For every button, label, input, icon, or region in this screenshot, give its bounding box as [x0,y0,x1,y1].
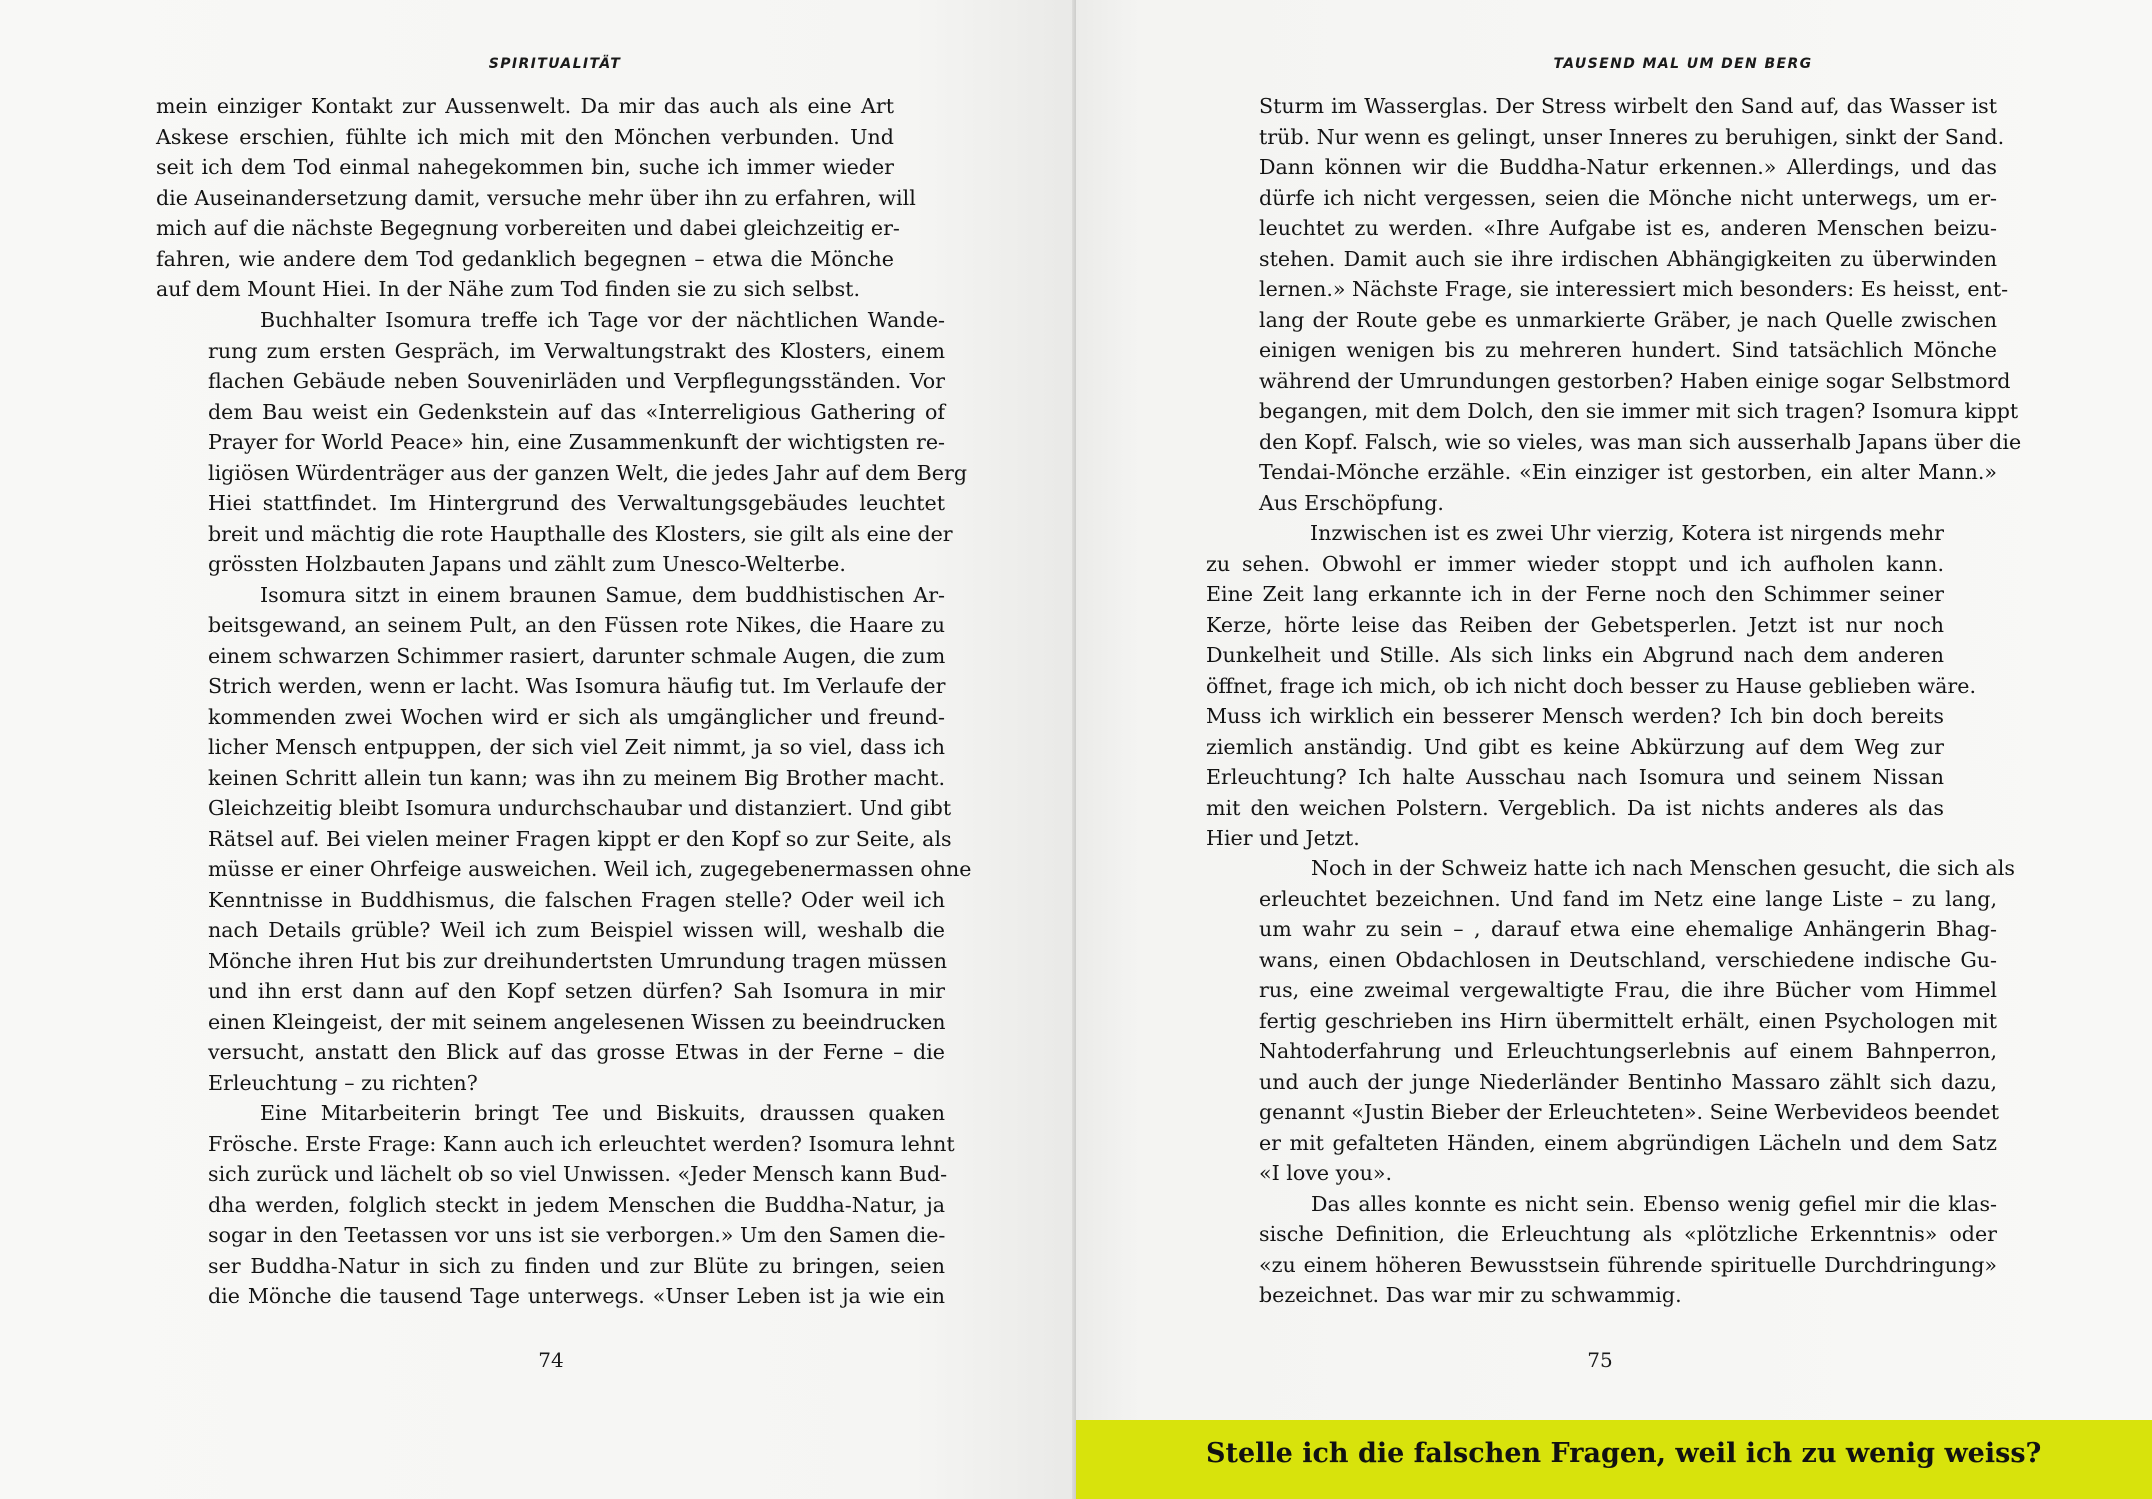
text-line: stehen. Damit auch sie ihre irdischen Abhängigkeiten zu überwinden [1259,246,1997,271]
text-line: wans, einen Obdachlosen in Deutschland, verschiedene indische Gu- [1259,947,1997,972]
text-line: bezeichnet. Das war mir zu schwammig. [1259,1283,1682,1307]
text-line: einigen wenigen bis zu mehreren hundert. Sind tatsächlich Mönche [1259,338,1997,362]
text-line: keinen Schritt allein tun kann; was ihn zu meinem Big Brother macht. [208,765,945,790]
text-line: Aus Erschöpfung. [1259,490,1444,515]
text-line: Hier und Jetzt. [1206,826,1360,850]
pull-quote-banner [1076,1420,2152,1499]
text-line: breit und mächtig die rote Haupthalle des Klosters, sie gilt als eine der [208,521,953,546]
text-line: Tendai-Mönche erzähle. «Ein einziger ist gestorben, ein alter Mann.» [1259,460,1997,484]
text-line: Erleuchtung? Ich halte Ausschau nach Isomura und seinem Nissan [1206,765,1944,789]
text-line: licher Mensch entpuppen, der sich viel Zeit nimmt, ja so viel, dass ich [208,735,945,759]
text-line: rus, eine zweimal vergewaltigte Frau, die ihre Bücher vom Himmel [1259,978,1997,1002]
text-line: Kerze, hörte leise das Reiben der Gebetsperlen. Jetzt ist nur noch [1206,612,1944,637]
text-line: trüb. Nur wenn es gelingt, unser Inneres zu beruhigen, sinkt der Sand. [1259,124,2005,149]
text-line: Buchhalter Isomura treffe ich Tage vor der nächtlichen Wande- [260,308,945,332]
text-line: grössten Holzbauten Japans und zählt zum Unesco-Welterbe. [208,552,846,576]
text-line: Rätsel auf. Bei vielen meiner Fragen kippt er den Kopf so zur Seite, als [208,826,952,851]
text-line: mein einziger Kontakt zur Aussenwelt. Da mir das auch als eine Art [156,94,894,118]
text-line: kommenden zwei Wochen wird er sich als umgänglicher und freund- [208,704,945,729]
pull-quote-text: Stelle ich die falschen Fragen, weil ich zu wenig weiss? [1206,1438,2042,1469]
running-head-left: SPIRITUALITÄT [488,56,622,72]
text-block-left-b [208,305,972,1312]
text-line: ligiösen Würdenträger aus der ganzen Welt, die jedes Jahr auf dem Berg [208,460,968,485]
text-line: dha werden, folglich steckt in jedem Menschen die Buddha-Natur, ja [208,1192,945,1217]
text-line: auf dem Mount Hiei. In der Nähe zum Tod finden sie zu sich selbst. [156,277,860,301]
text-line: Gleichzeitig bleibt Isomura undurchschaubar und distanziert. Und gibt [208,796,952,820]
text-line: mich auf die nächste Begegnung vorbereiten und dabei gleichzeitig er- [156,216,900,240]
text-line: öffnet, frage ich mich, ob ich nicht doch besser zu Hause geblieben wäre. [1206,673,1977,698]
text-line: ziemlich anständig. Und gibt es keine Abkürzung auf dem Weg zur [1206,734,1944,759]
text-line: die Auseinandersetzung damit, versuche mehr über ihn zu erfahren, will [156,185,916,210]
text-block-right-b [1206,518,1977,854]
text-line: er mit gefalteten Händen, einem abgründigen Lächeln und dem Satz [1259,1130,1997,1155]
text-line: Mönche ihren Hut bis zur dreihundertsten Umrundung tragen müssen [208,948,947,973]
text-line: Sturm im Wasserglas. Der Stress wirbelt den Sand auf, das Wasser ist [1259,94,1997,118]
page-number-right: 75 [1587,1348,1613,1372]
text-line: dem Bau weist ein Gedenkstein auf das «Interreligious Gathering of [208,399,945,424]
text-line: lang der Route gebe es unmarkierte Gräber, je nach Quelle zwischen [1259,307,1997,332]
text-line: nach Details grüble? Weil ich zum Beispiel wissen will, weshalb die [208,918,945,942]
text-line: erleuchtet bezeichnen. Und fand im Netz eine lange Liste – zu lang, [1259,886,1997,911]
text-line: während der Umrundungen gestorben? Haben einige sogar Selbstmord [1259,368,2011,393]
text-line: seit ich dem Tod einmal nahegekommen bin, suche ich immer wieder [156,155,894,179]
text-line: um wahr zu sein – , darauf etwa eine ehemalige Anhängerin Bhag- [1259,917,1997,941]
text-line: und ihn erst dann auf den Kopf setzen dürfen? Sah Isomura in mir [208,979,945,1003]
text-line: einem schwarzen Schimmer rasiert, darunter schmale Augen, die zum [208,643,946,668]
text-line: Frösche. Erste Frage: Kann auch ich erleuchtet werden? Isomura lehnt [208,1131,955,1156]
right-page [1076,0,2152,1499]
text-line: Inzwischen ist es zwei Uhr vierzig, Kotera ist nirgends mehr [1310,521,1944,545]
text-line: einen Kleingeist, der mit seinem angelesenen Wissen zu beeindrucken [208,1009,946,1034]
text-line: fahren, wie andere dem Tod gedanklich begegnen – etwa die Mönche [156,246,894,271]
text-line: Noch in der Schweiz hatte ich nach Menschen gesucht, die sich als [1311,856,2015,880]
text-line: beitsgewand, an seinem Pult, an den Füssen rote Nikes, die Haare zu [208,613,945,637]
text-line: «zu einem höheren Bewusstsein führende spirituelle Durchdringung» [1259,1252,1997,1277]
text-line: und auch der junge Niederländer Bentinho Massaro zählt sich dazu, [1259,1069,1997,1094]
text-line: sich zurück und lächelt ob so viel Unwissen. «Jeder Mensch kann Bud- [208,1162,948,1186]
text-block-left-a [156,91,916,305]
text-line: Kenntnisse in Buddhismus, die falschen Fragen stelle? Oder weil ich [208,887,945,912]
text-line: flachen Gebäude neben Souvenirläden und Verpflegungsständen. Vor [208,369,945,393]
text-line: zu sehen. Obwohl er immer wieder stoppt und ich aufholen kann. [1206,551,1944,576]
text-line: den Kopf. Falsch, wie so vieles, was man sich ausserhalb Japans über die [1259,429,2022,454]
text-line: Dunkelheit und Stille. Als sich links ein Abgrund nach dem anderen [1206,643,1944,667]
text-line: müsse er einer Ohrfeige ausweichen. Weil ich, zugegebenermassen ohne [208,857,972,881]
text-line: Muss ich wirklich ein besserer Mensch werden? Ich bin doch bereits [1206,704,1944,728]
page-number-left: 74 [538,1348,564,1372]
text-line: mit den weichen Polstern. Vergeblich. Da ist nichts anderes als das [1206,795,1944,820]
text-line: Prayer for World Peace» hin, eine Zusammenkunft der wichtigsten re- [208,430,945,454]
text-line: Hiei stattfindet. Im Hintergrund des Verwaltungsgebäudes leuchtet [208,491,945,515]
text-line: Eine Mitarbeiterin bringt Tee und Biskuits, draussen quaken [260,1101,945,1125]
text-line: lernen.» Nächste Frage, sie interessiert mich besonders: Es heisst, ent- [1259,277,2009,301]
text-line: ser Buddha-Natur in sich zu finden und zur Blüte zu bringen, seien [208,1253,945,1278]
text-line: Strich werden, wenn er lacht. Was Isomura häufig tut. Im Verlaufe der [208,674,946,698]
text-line: «I love you». [1259,1161,1393,1185]
text-line: Nahtoderfahrung und Erleuchtungserlebnis auf einem Bahnperron, [1259,1039,1997,1063]
text-line: versucht, anstatt den Blick auf das grosse Etwas in der Ferne – die [208,1040,945,1064]
text-block-right-a [1259,91,2022,518]
text-line: Eine Zeit lang erkannte ich in der Ferne noch den Schimmer seiner [1206,582,1944,606]
text-line: sogar in den Teetassen vor uns ist sie verborgen.» Um den Samen die- [208,1223,946,1247]
text-line: Dann können wir die Buddha-Natur erkennen.» Allerdings, und das [1259,155,1997,179]
text-line: sische Definition, die Erleuchtung als «plötzliche Erkenntnis» oder [1259,1222,1997,1246]
text-line: begangen, mit dem Dolch, den sie immer mit sich tragen? Isomura kippt [1259,399,2019,423]
text-line: rung zum ersten Gespräch, im Verwaltungstrakt des Klosters, einem [208,338,945,363]
text-line: genannt «Justin Bieber der Erleuchteten». Seine Werbevideos beendet [1259,1100,1999,1124]
text-line: fertig geschrieben ins Hirn übermittelt erhält, einen Psychologen mit [1259,1008,1997,1033]
text-line: Isomura sitzt in einem braunen Samue, dem buddhistischen Ar- [260,582,945,607]
running-head-right: TAUSEND MAL UM DEN BERG [1553,56,1813,72]
text-line: die Mönche die tausend Tage unterwegs. «Unser Leben ist ja wie ein [208,1284,945,1308]
text-line: Das alles konnte es nicht sein. Ebenso wenig gefiel mir die klas- [1311,1191,1997,1216]
text-line: Erleuchtung – zu richten? [208,1070,478,1095]
text-line: Askese erschien, fühlte ich mich mit den Mönchen verbunden. Und [156,124,894,149]
text-line: leuchtet zu werden. «Ihre Aufgabe ist es, anderen Menschen beizu- [1259,216,1997,240]
text-block-right-c [1259,853,2015,1311]
text-line: dürfe ich nicht vergessen, seien die Mönche nicht unterwegs, um er- [1259,185,1997,210]
